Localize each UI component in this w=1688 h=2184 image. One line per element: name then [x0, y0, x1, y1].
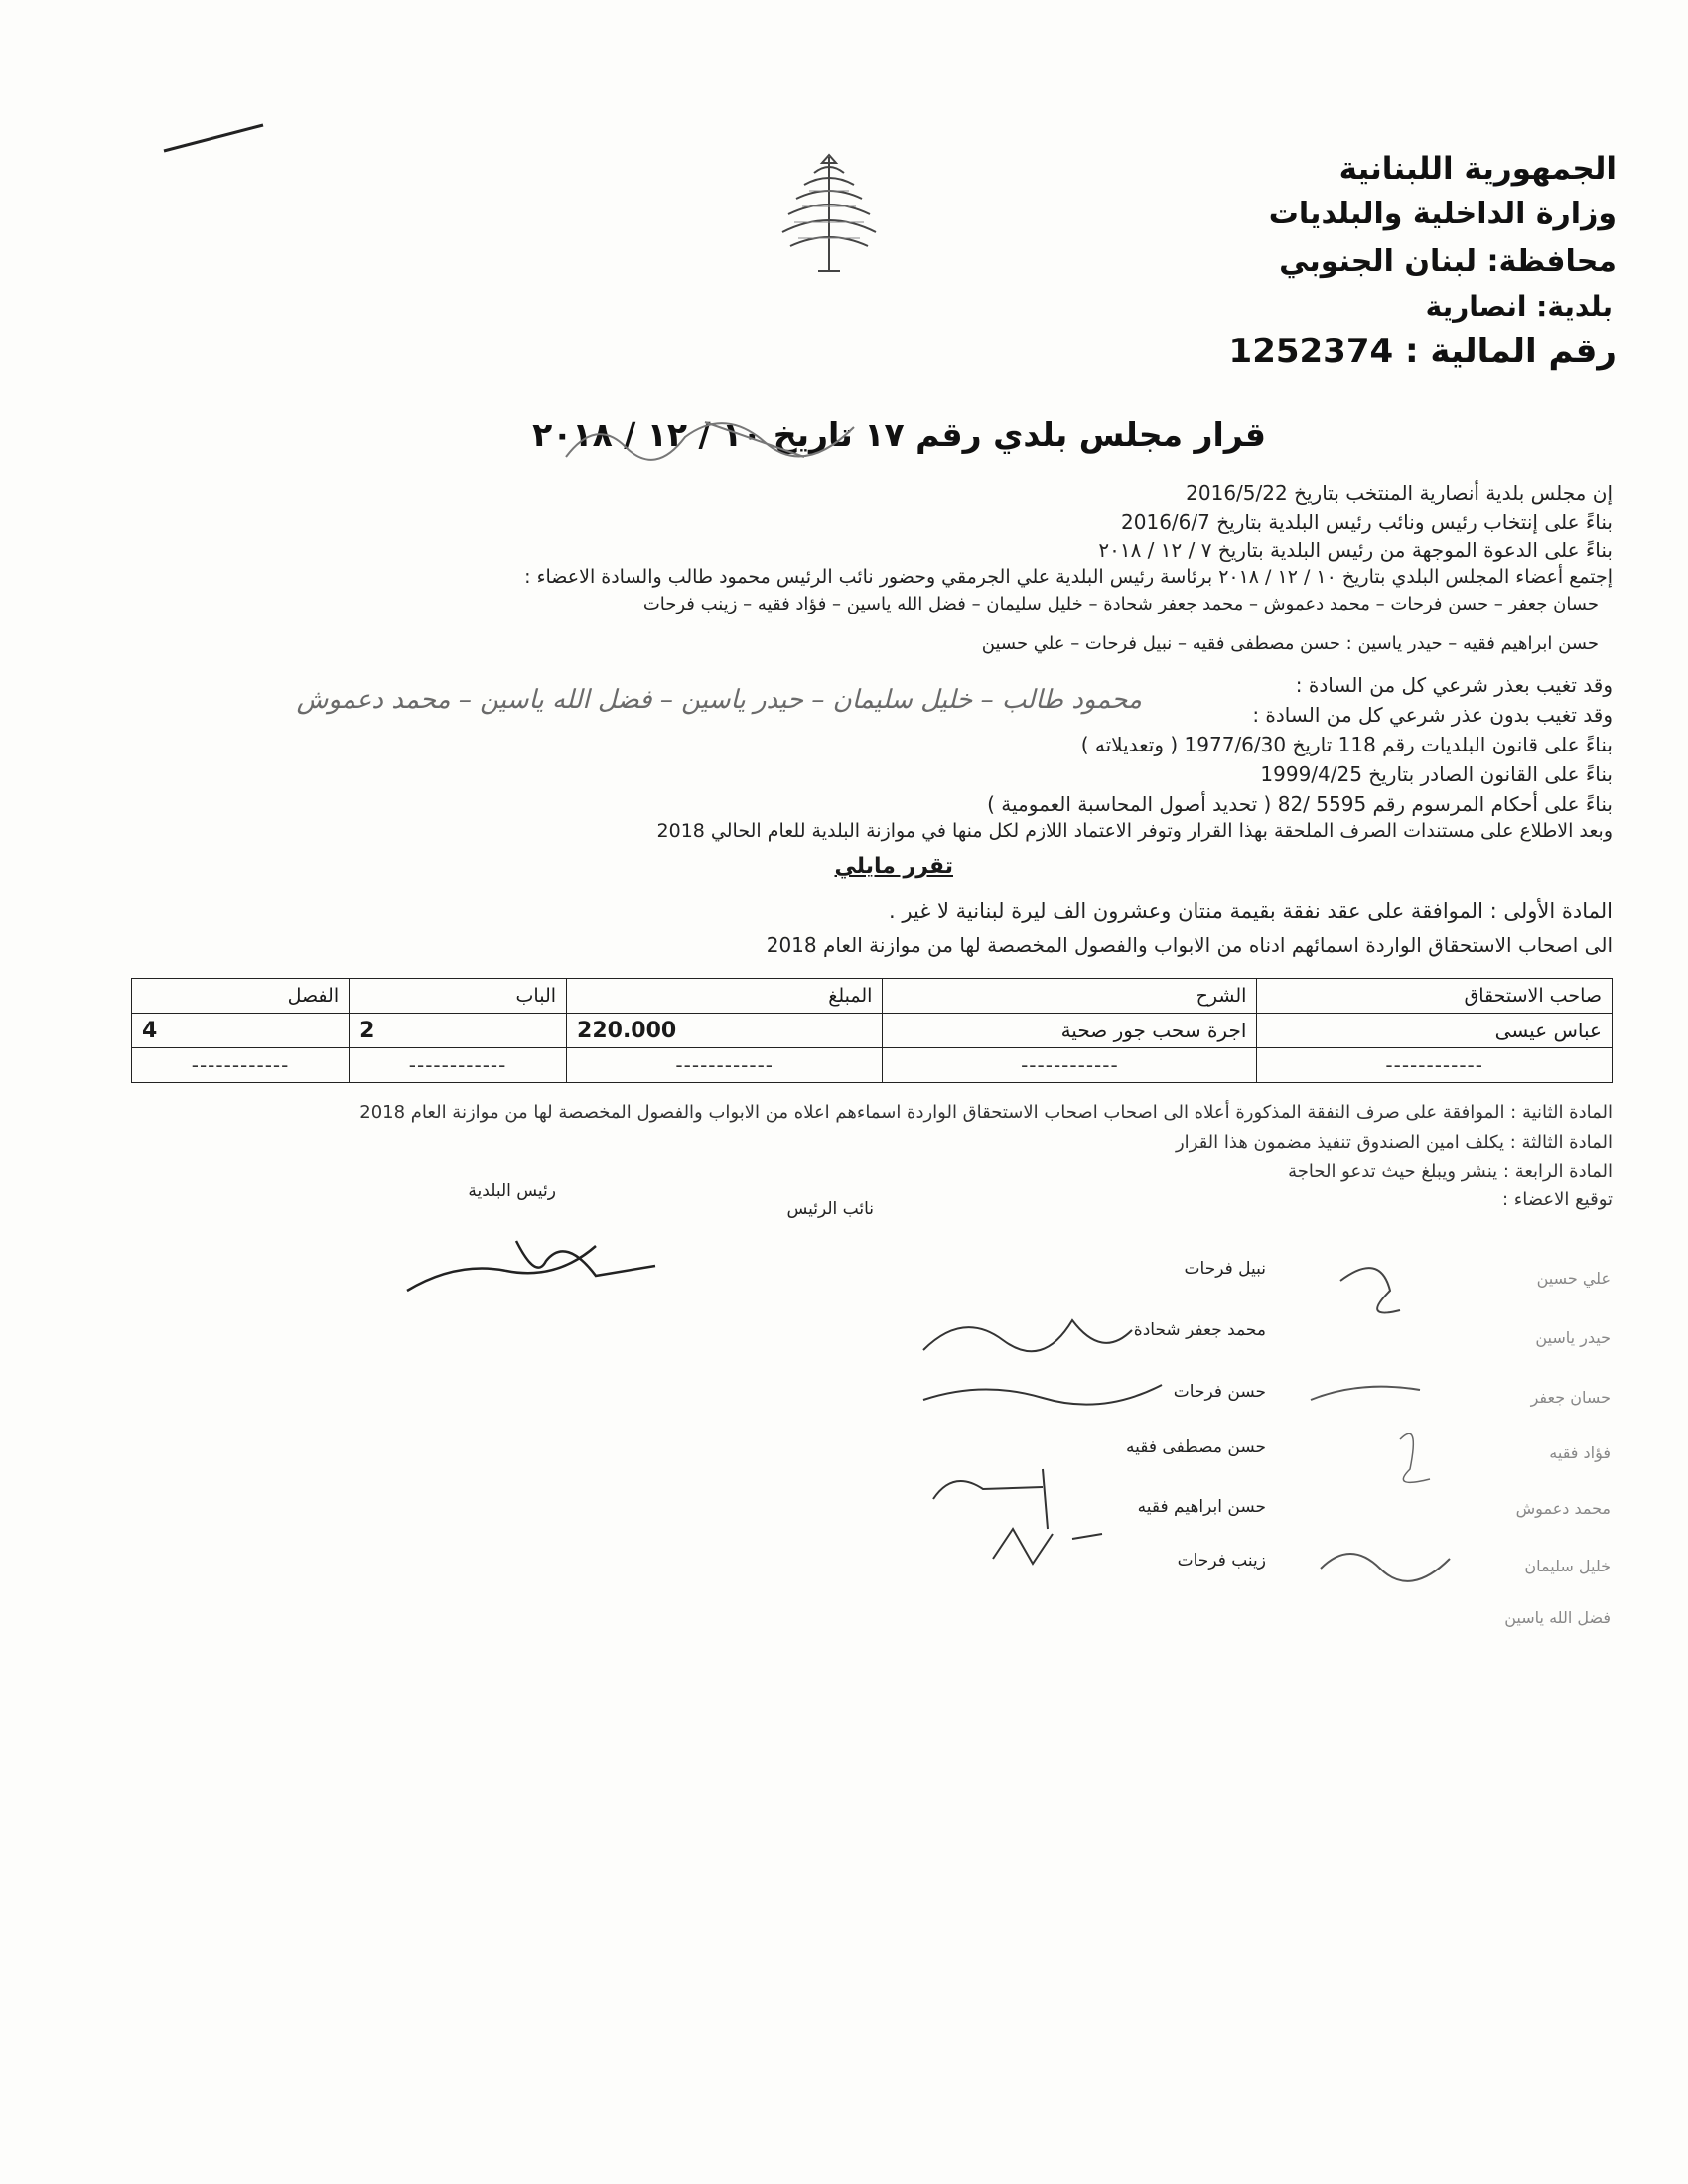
- preamble-decree: بناءً على أحكام المرسوم رقم 5595 /82 ( تحديد أصول المحاسبة العمومية ): [987, 792, 1613, 816]
- preamble-law-1999: بناءً على القانون الصادر بتاريخ 1999/4/25: [1260, 762, 1613, 786]
- cell-dash: ------------: [567, 1048, 883, 1083]
- article-1-line-2: الى اصحاب الاستحقاق الواردة اسمائهم ادناه من الابواب والفصول المخصصة لها من موازنة العام 2018: [766, 933, 1613, 957]
- header-republic: الجمهورية اللبنانية: [1338, 151, 1617, 187]
- preamble-line-2: بناءً على إنتخاب رئيس ونائب رئيس البلدية بتاريخ 2016/6/7: [1121, 510, 1613, 534]
- mayor-signature: [397, 1231, 665, 1300]
- member-ali-hussein: علي حسين: [1536, 1269, 1611, 1288]
- table-row: [132, 1048, 1613, 1083]
- member-khalil-suleiman: خليل سليمان: [1524, 1557, 1611, 1575]
- article-4: المادة الرابعة : ينشر ويبلغ حيث تدعو الحاجة: [1288, 1161, 1613, 1182]
- col-amount: المبلغ: [567, 979, 883, 1014]
- table-header-row: [132, 979, 1613, 1014]
- member-signatures-middle: [904, 1300, 1241, 1588]
- cell-chapter: 4: [132, 1014, 350, 1048]
- header-ministry: وزارة الداخلية والبلديات: [1268, 197, 1617, 231]
- member-hasan-ibrahim-faqih: حسن ابراهيم فقيه: [1137, 1497, 1266, 1517]
- member-zeinab-farhat: زينب فرحات: [1177, 1551, 1266, 1570]
- member-mohammad-daamoush: محمد دعموش: [1515, 1499, 1611, 1518]
- cell-amount: 220.000: [567, 1014, 883, 1048]
- allocation-table: [131, 978, 1613, 1083]
- signatures-heading: توقيع الاعضاء :: [1502, 1189, 1613, 1210]
- article-3: المادة الثالثة : يكلف امين الصندوق تنفيذ مضمون هذا القرار: [1175, 1132, 1613, 1153]
- header-governorate: محافظة: لبنان الجنوبي: [1279, 244, 1617, 279]
- cell-section: 2: [350, 1014, 567, 1048]
- member-hassan-jaafar: حسان جعفر: [1530, 1388, 1611, 1407]
- cell-description: اجرة سحب جور صحية: [883, 1014, 1257, 1048]
- member-signatures-right: [1301, 1241, 1479, 1598]
- preamble-line-3: بناءً على الدعوة الموجهة من رئيس البلدية بتاريخ ٧ / ١٢ / ٢٠١٨: [1098, 538, 1613, 562]
- member-hasan-mustafa-faqih: حسن مصطفى فقيه: [1126, 1437, 1266, 1457]
- handwritten-date-scribble: [556, 397, 884, 477]
- preamble-line-1: إن مجلس بلدية أنصارية المنتخب بتاريخ 2016/5/22: [1186, 481, 1613, 505]
- preamble-law-118: بناءً على قانون البلديات رقم 118 تاريخ 1977/6/30 ( وتعديلاته ): [1080, 733, 1613, 756]
- preamble-absent-excused: وقد تغيب بعذر شرعي كل من السادة :: [1295, 673, 1613, 697]
- cell-dash: ------------: [350, 1048, 567, 1083]
- decision-title: قرار مجلس بلدي رقم ١٧ تاريخ ١٠ / ١٢ / ٢٠١٨: [532, 415, 1266, 454]
- col-description: الشرح: [883, 979, 1257, 1014]
- table-row: [132, 1014, 1613, 1048]
- member-fouad-faqih: فؤاد فقيه: [1549, 1443, 1611, 1462]
- cedar-emblem-icon: [774, 147, 884, 286]
- mayor-label: رئيس البلدية: [468, 1181, 556, 1201]
- handwritten-absent-names: محمود طالب – خليل سليمان – حيدر ياسين – فضل الله ياسين – محمد دعموش: [296, 685, 1142, 715]
- col-chapter: الفصل: [132, 979, 350, 1014]
- preamble-budget: وبعد الاطلاع على مستندات الصرف الملحقة بهذا القرار وتوفر الاعتماد اللازم لكل منها في موازنة البلدية للعام الحالي 2018: [656, 820, 1613, 842]
- preamble-members-2: حسن ابراهيم فقيه – حيدر ياسين : حسن مصطفى فقيه – نبيل فرحات – علي حسين: [981, 633, 1599, 654]
- col-section: الباب: [350, 979, 567, 1014]
- member-mohammad-jaafar-shehadeh: محمد جعفر شحادة: [1133, 1320, 1266, 1340]
- col-beneficiary: صاحب الاستحقاق: [1257, 979, 1613, 1014]
- cell-dash: ------------: [1257, 1048, 1613, 1083]
- deputy-label: نائب الرئيس: [786, 1199, 874, 1219]
- member-hasan-farhat: حسن فرحات: [1173, 1382, 1266, 1402]
- article-1-line-1: المادة الأولى : الموافقة على عقد نفقة بقيمة منتان وعشرون الف ليرة لبنانية لا غير .: [889, 899, 1613, 923]
- cell-dash: ------------: [883, 1048, 1257, 1083]
- member-fadlallah-yassin: فضل الله ياسين: [1504, 1608, 1611, 1627]
- pen-stroke-mark: [159, 119, 268, 159]
- member-nabil-farhat: نبيل فرحات: [1184, 1259, 1266, 1279]
- cell-beneficiary: عباس عيسى: [1257, 1014, 1613, 1048]
- preamble-absent-unexcused: وقد تغيب بدون عذر شرعي كل من السادة :: [1252, 703, 1613, 727]
- preamble-line-4: إجتمع أعضاء المجلس البلدي بتاريخ ١٠ / ١٢ / ٢٠١٨ برئاسة رئيس البلدية علي الجرمقي وحضور نائب الرئيس محمود طالب والسادة الاعضاء :: [524, 566, 1613, 588]
- member-haidar-yassin: حيدر ياسين: [1535, 1328, 1611, 1347]
- preamble-members-1: حسان جعفر – حسن فرحات – محمد دعموش – محمد جعفر شحادة – خليل سليمان – فضل الله ياسين – فؤاد فقيه – زينب فرحات: [642, 594, 1599, 614]
- cell-dash: ------------: [132, 1048, 350, 1083]
- header-financial-number: رقم المالية : 1252374: [1228, 332, 1617, 371]
- article-2: المادة الثانية : الموافقة على صرف النفقة المذكورة أعلاه الى اصحاب اصحاب الاستحقاق الواردة اسماءهم اعلاه من الابواب والفصول المخصصة لها من موازنة العام 2018: [359, 1102, 1613, 1123]
- header-municipality: بلدية: انصارية: [1425, 290, 1613, 323]
- decision-heading: تقرر مايلي: [834, 854, 953, 879]
